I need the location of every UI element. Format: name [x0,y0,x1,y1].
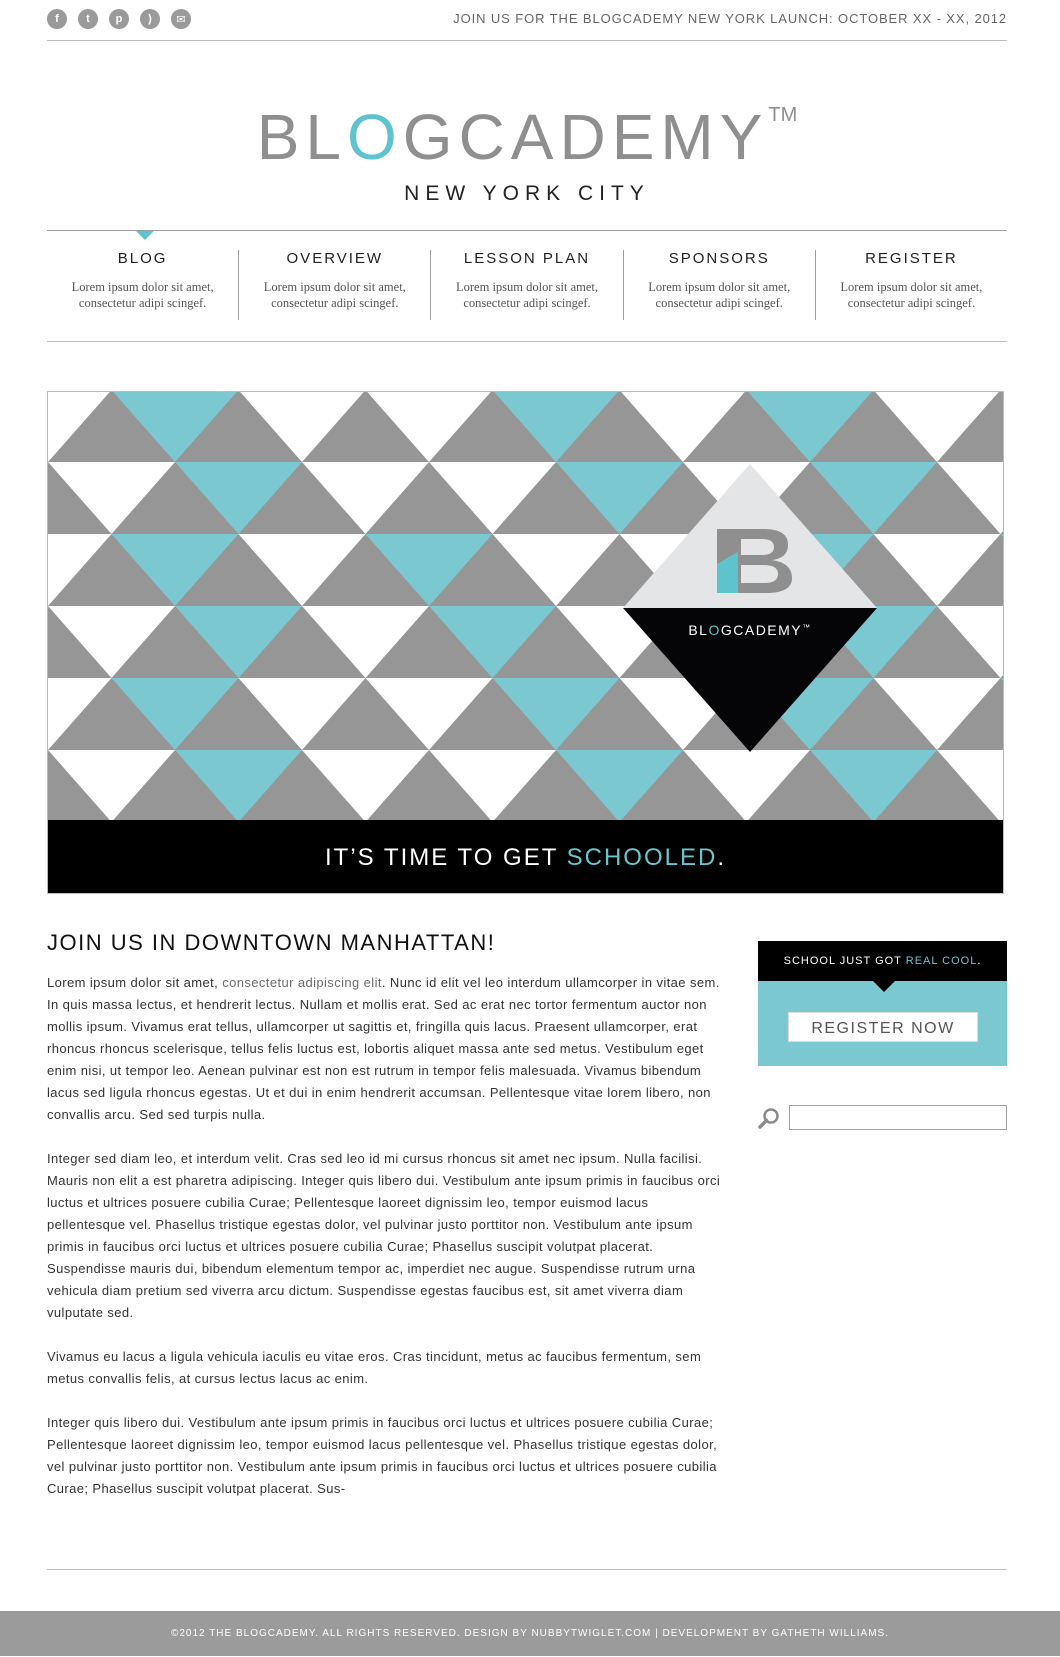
page-heading: JOIN US IN DOWNTOWN MANHATTAN! [47,930,496,955]
email-icon[interactable]: ✉ [171,9,191,29]
site-footer [0,1611,1060,1656]
nav-item-label: BLOG [117,250,168,267]
register-now-button[interactable]: REGISTER NOW [788,1012,978,1042]
body-paragraph: Vivamus eu lacus a ligula vehicula iaculis eu vitae eros. Cras tincidunt, metus ac faucibus fermentum, sem metus convallis felis, at cursus lectus lacus ac enim. [47,1349,702,1386]
body-paragraph: Integer sed diam leo, et interdum velit. Cras sed leo id mi cursus rhoncus sit amet nec ipsum. Nulla facilisi. Mauris non elit a est pharetra adipiscing. Integer quis libero dui. Vestibulum ante ipsum primis in faucibus orci luctus et ultrices posuere cubilia Curae; Pellentesque laoreet dignissim leo, tempor euismod lacus pellentesque vel. Phasellus tristique egestas dolor, vel pulvinar justo porttitor non. Vestibulum ante ipsum primis in faucibus orci luctus et ultrices posuere cubilia Curae; Phasellus suscipit volutpat placerat. Suspendisse mauris dui, bibendum elementum tempor ac, imperdiet nec augue. Suspendisse rutrum urna vehicula diam pretium sed viverra arcu dictum. Suspendisse egestas faucibus est, sit amet viverra diam vulputate sed. [47,1151,721,1320]
nav-item-lesson-plan[interactable] [430,250,622,320]
hero-logo-wordmark: BLOGCADEMY™ [688,622,812,638]
nav-item-description: Lorem ipsum dolor sit amet, consectetur adipi scingef. [648,280,791,310]
search-input[interactable] [789,1105,1007,1130]
nav-item-overview[interactable] [238,250,430,320]
promo-banner: SCHOOL JUST GOT REAL COOL. [758,941,1007,981]
logo-wordmark: BLOGCADEMY™ [256,101,798,173]
hero-tagline: IT’S TIME TO GET SCHOOLED. [48,820,1003,893]
hero-banner [47,391,1007,895]
nav-item-label: OVERVIEW [286,250,384,267]
main-content [47,930,727,1522]
sidebar [758,941,1007,1131]
main-nav [47,230,1007,342]
facebook-icon[interactable]: f [47,9,67,29]
logo-subtitle: NEW YORK CITY [404,182,650,205]
nav-item-description: Lorem ipsum dolor sit amet, consectetur adipi scingef. [840,280,983,310]
nav-item-sponsors[interactable] [623,250,815,320]
promo-box [758,981,1007,1066]
pinterest-icon[interactable]: p [109,9,129,29]
nav-item-label: REGISTER [865,250,958,267]
footer-text: ©2012 THE BLOGCADEMY. ALL RIGHTS RESERVED. DESIGN BY NUBBYTWIGLET.COM | DEVELOPMENT BY GATHETH WILLIAMS. [170,1628,890,1639]
nav-item-description: Lorem ipsum dolor sit amet, consectetur adipi scingef. [71,280,214,310]
footer-divider [47,1569,1007,1570]
site-logo[interactable] [47,80,1007,205]
nav-item-label: SPONSORS [668,250,770,267]
body-paragraph: Integer quis libero dui. Vestibulum ante ipsum primis in faucibus orci luctus et ultrices posuere cubilia Curae; Pellentesque laoreet dignissim leo, tempor euismod lacus pellentesque vel. Phasellus tristique egestas dolor, vel pulvinar justo porttitor non. Vestibulum ante ipsum primis in faucibus orci luctus et ultrices posuere cubilia Curae; Phasellus suscipit volutpat placerat. Sus- [47,1415,718,1496]
nav-item-register[interactable] [815,250,1007,320]
promo-pointer-icon [873,981,895,992]
rss-icon[interactable]: ) [140,9,160,29]
triangle-pattern [48,392,1003,820]
active-nav-pointer-icon [136,231,154,240]
launch-announcement: JOIN US FOR THE BLOGCADEMY NEW YORK LAUNCH: OCTOBER XX - XX, 2012 [453,11,1007,26]
nav-item-label: LESSON PLAN [463,250,591,267]
social-links [47,9,191,29]
nav-item-blog[interactable] [47,250,238,320]
nav-item-description: Lorem ipsum dolor sit amet, consectetur adipi scingef. [263,280,406,310]
body-paragraph: Lorem ipsum dolor sit amet, consectetur adipiscing elit. Nunc id elit vel leo interdum ullamcorper in vitae sem. In quis massa lectus, et hendrerit lectus. Nullam et mollis erat. Sed ac erat nec tortor fermentum auctor non mollis ipsum. Vivamus erat tellus, ullamcorper ut sagittis et, fringilla quis lacus. Praesent ullamcorper, erat rhoncus rhoncus scelerisque, tellus felis luctus est, lobortis aliquet massa ante sed metus. Vestibulum eget enim nisi, ut tempor leo. Aenean pulvinar est non est rutrum in tempor felis malesuada. Vivamus bibendum lacus sed ligula rhoncus egestas. Ut et dui in enim hendrerit accumsan. Pellentesque vitae lorem libero, non convallis arcu. Sed sed turpis nulla. [47,975,720,1122]
top-bar [47,0,1007,41]
nav-item-description: Lorem ipsum dolor sit amet, consectetur adipi scingef. [456,280,598,310]
hero-pattern [48,392,1003,820]
twitter-icon[interactable]: t [78,9,98,29]
search-icon[interactable] [758,1107,780,1129]
search-bar [758,1105,1007,1131]
inline-link[interactable]: consectetur adipiscing elit [222,975,382,990]
